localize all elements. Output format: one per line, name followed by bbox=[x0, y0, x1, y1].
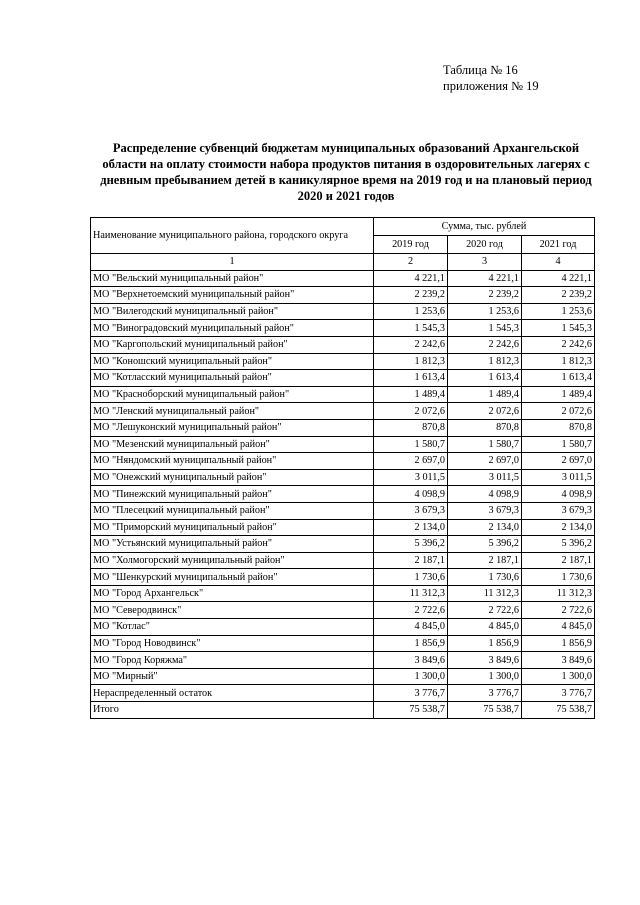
row-value-2021: 1 730,6 bbox=[522, 569, 595, 586]
row-name: МО "Северодвинск" bbox=[91, 602, 374, 619]
row-value-2020: 1 300,0 bbox=[448, 668, 522, 685]
row-name: МО "Приморский муниципальный район" bbox=[91, 519, 374, 536]
row-value-2021: 2 722,6 bbox=[522, 602, 595, 619]
table-caption bbox=[443, 62, 539, 94]
row-value-2019: 1 730,6 bbox=[374, 569, 448, 586]
row-value-2021: 3 849,6 bbox=[522, 652, 595, 669]
row-value-2020: 2 187,1 bbox=[448, 552, 522, 569]
total-2020: 75 538,7 bbox=[448, 702, 522, 719]
row-value-2021: 2 242,6 bbox=[522, 336, 595, 353]
row-value-2019: 2 239,2 bbox=[374, 287, 448, 304]
table-row bbox=[91, 336, 595, 353]
row-name: МО "Холмогорский муниципальный район" bbox=[91, 552, 374, 569]
row-value-2019: 5 396,2 bbox=[374, 536, 448, 553]
row-value-2019: 870,8 bbox=[374, 419, 448, 436]
row-value-2020: 3 849,6 bbox=[448, 652, 522, 669]
header-year-2021: 2021 год bbox=[522, 236, 595, 254]
row-value-2019: 11 312,3 bbox=[374, 585, 448, 602]
table-row bbox=[91, 436, 595, 453]
row-value-2021: 2 072,6 bbox=[522, 403, 595, 420]
row-name: МО "Котлас" bbox=[91, 619, 374, 636]
row-value-2019: 3 679,3 bbox=[374, 502, 448, 519]
row-value-2021: 2 134,0 bbox=[522, 519, 595, 536]
header-sum: Сумма, тыс. рублей bbox=[374, 218, 595, 236]
total-label: Итого bbox=[91, 702, 374, 719]
table-row bbox=[91, 619, 595, 636]
row-name: МО "Плесецкий муниципальный район" bbox=[91, 502, 374, 519]
table-row bbox=[91, 536, 595, 553]
table-row bbox=[91, 386, 595, 403]
table-row bbox=[91, 486, 595, 503]
table-row bbox=[91, 469, 595, 486]
row-value-2020: 2 242,6 bbox=[448, 336, 522, 353]
row-value-2019: 4 221,1 bbox=[374, 270, 448, 287]
table-row bbox=[91, 419, 595, 436]
row-value-2021: 1 489,4 bbox=[522, 386, 595, 403]
row-value-2020: 5 396,2 bbox=[448, 536, 522, 553]
row-value-2021: 11 312,3 bbox=[522, 585, 595, 602]
row-value-2021: 2 239,2 bbox=[522, 287, 595, 304]
row-name: МО "Устьянский муниципальный район" bbox=[91, 536, 374, 553]
row-value-2020: 1 253,6 bbox=[448, 303, 522, 320]
row-name: МО "Ленский муниципальный район" bbox=[91, 403, 374, 420]
row-value-2021: 1 545,3 bbox=[522, 320, 595, 337]
table-row bbox=[91, 303, 595, 320]
table-header-row bbox=[91, 218, 595, 236]
column-number: 2 bbox=[374, 254, 448, 271]
table-row bbox=[91, 287, 595, 304]
row-value-2019: 3 776,7 bbox=[374, 685, 448, 702]
row-name: МО "Город Новодвинск" bbox=[91, 635, 374, 652]
table-row bbox=[91, 635, 595, 652]
row-name: МО "Онежский муниципальный район" bbox=[91, 469, 374, 486]
row-name: МО "Коношский муниципальный район" bbox=[91, 353, 374, 370]
row-value-2020: 2 697,0 bbox=[448, 453, 522, 470]
row-value-2020: 1 613,4 bbox=[448, 370, 522, 387]
row-value-2019: 3 849,6 bbox=[374, 652, 448, 669]
table-row bbox=[91, 685, 595, 702]
row-value-2021: 1 580,7 bbox=[522, 436, 595, 453]
row-name: МО "Няндомский муниципальный район" bbox=[91, 453, 374, 470]
total-2021: 75 538,7 bbox=[522, 702, 595, 719]
row-name: МО "Лешуконский муниципальный район" bbox=[91, 419, 374, 436]
row-value-2021: 4 845,0 bbox=[522, 619, 595, 636]
row-value-2020: 4 098,9 bbox=[448, 486, 522, 503]
row-value-2021: 1 300,0 bbox=[522, 668, 595, 685]
row-value-2020: 1 812,3 bbox=[448, 353, 522, 370]
row-value-2021: 1 613,4 bbox=[522, 370, 595, 387]
row-name: МО "Вилегодский муниципальный район" bbox=[91, 303, 374, 320]
table-row bbox=[91, 353, 595, 370]
table-row bbox=[91, 652, 595, 669]
row-value-2020: 1 489,4 bbox=[448, 386, 522, 403]
row-value-2020: 3 011,5 bbox=[448, 469, 522, 486]
row-value-2020: 1 545,3 bbox=[448, 320, 522, 337]
row-value-2020: 4 221,1 bbox=[448, 270, 522, 287]
header-year-2020: 2020 год bbox=[448, 236, 522, 254]
row-name: МО "Виноградовский муниципальный район" bbox=[91, 320, 374, 337]
row-value-2019: 1 300,0 bbox=[374, 668, 448, 685]
row-name: МО "Мезенский муниципальный район" bbox=[91, 436, 374, 453]
table-row bbox=[91, 502, 595, 519]
table-row bbox=[91, 668, 595, 685]
subvention-table bbox=[90, 217, 595, 719]
row-name: МО "Вельский муниципальный район" bbox=[91, 270, 374, 287]
row-value-2020: 870,8 bbox=[448, 419, 522, 436]
row-value-2020: 1 730,6 bbox=[448, 569, 522, 586]
row-value-2020: 3 679,3 bbox=[448, 502, 522, 519]
row-value-2019: 1 545,3 bbox=[374, 320, 448, 337]
row-name: МО "Каргопольский муниципальный район" bbox=[91, 336, 374, 353]
table-row bbox=[91, 403, 595, 420]
row-value-2021: 2 697,0 bbox=[522, 453, 595, 470]
row-value-2021: 3 679,3 bbox=[522, 502, 595, 519]
row-name: Нераспределенный остаток bbox=[91, 685, 374, 702]
row-value-2020: 3 776,7 bbox=[448, 685, 522, 702]
row-value-2019: 2 697,0 bbox=[374, 453, 448, 470]
row-value-2019: 4 845,0 bbox=[374, 619, 448, 636]
row-value-2019: 2 134,0 bbox=[374, 519, 448, 536]
table-row bbox=[91, 370, 595, 387]
column-number: 4 bbox=[522, 254, 595, 271]
table-row bbox=[91, 270, 595, 287]
row-value-2019: 3 011,5 bbox=[374, 469, 448, 486]
row-value-2019: 1 580,7 bbox=[374, 436, 448, 453]
row-value-2019: 2 072,6 bbox=[374, 403, 448, 420]
row-value-2021: 5 396,2 bbox=[522, 536, 595, 553]
row-value-2020: 2 134,0 bbox=[448, 519, 522, 536]
table-row bbox=[91, 453, 595, 470]
table-row bbox=[91, 569, 595, 586]
row-value-2019: 1 812,3 bbox=[374, 353, 448, 370]
row-value-2019: 2 722,6 bbox=[374, 602, 448, 619]
row-value-2021: 3 011,5 bbox=[522, 469, 595, 486]
row-name: МО "Город Коряжма" bbox=[91, 652, 374, 669]
row-value-2020: 2 722,6 bbox=[448, 602, 522, 619]
header-name: Наименование муниципального района, городского округа bbox=[91, 218, 374, 254]
row-value-2020: 11 312,3 bbox=[448, 585, 522, 602]
row-value-2019: 1 856,9 bbox=[374, 635, 448, 652]
row-value-2020: 1 856,9 bbox=[448, 635, 522, 652]
table-row bbox=[91, 585, 595, 602]
total-2019: 75 538,7 bbox=[374, 702, 448, 719]
column-number-row bbox=[91, 254, 595, 271]
row-name: МО "Мирный" bbox=[91, 668, 374, 685]
table-row bbox=[91, 519, 595, 536]
row-value-2021: 1 856,9 bbox=[522, 635, 595, 652]
table-row bbox=[91, 320, 595, 337]
row-name: МО "Верхнетоемский муниципальный район" bbox=[91, 287, 374, 304]
row-value-2020: 2 072,6 bbox=[448, 403, 522, 420]
row-value-2021: 2 187,1 bbox=[522, 552, 595, 569]
total-row bbox=[91, 702, 595, 719]
row-value-2021: 4 221,1 bbox=[522, 270, 595, 287]
row-value-2021: 1 253,6 bbox=[522, 303, 595, 320]
row-name: МО "Шенкурский муниципальный район" bbox=[91, 569, 374, 586]
row-name: МО "Пинежский муниципальный район" bbox=[91, 486, 374, 503]
header-year-2019: 2019 год bbox=[374, 236, 448, 254]
row-value-2019: 1 489,4 bbox=[374, 386, 448, 403]
column-number: 1 bbox=[91, 254, 374, 271]
table-row bbox=[91, 552, 595, 569]
row-value-2019: 2 187,1 bbox=[374, 552, 448, 569]
row-value-2019: 1 613,4 bbox=[374, 370, 448, 387]
caption-table-number: Таблица № 16 bbox=[443, 63, 518, 77]
caption-appendix-number: приложения № 19 bbox=[443, 79, 539, 93]
row-value-2019: 1 253,6 bbox=[374, 303, 448, 320]
row-value-2020: 2 239,2 bbox=[448, 287, 522, 304]
row-value-2019: 4 098,9 bbox=[374, 486, 448, 503]
row-value-2020: 1 580,7 bbox=[448, 436, 522, 453]
row-value-2021: 1 812,3 bbox=[522, 353, 595, 370]
document-title: Распределение субвенций бюджетам муниципальных образований Архангельской области на оплату стоимости набора продуктов питания в оздоровительных лагерях с дневным пребыванием детей в каникулярное время на 2019 год и на плановый период 2020 и 2021 годов bbox=[100, 141, 592, 203]
column-number: 3 bbox=[448, 254, 522, 271]
row-value-2020: 4 845,0 bbox=[448, 619, 522, 636]
row-value-2021: 3 776,7 bbox=[522, 685, 595, 702]
row-value-2021: 870,8 bbox=[522, 419, 595, 436]
row-value-2019: 2 242,6 bbox=[374, 336, 448, 353]
row-name: МО "Город Архангельск" bbox=[91, 585, 374, 602]
table-row bbox=[91, 602, 595, 619]
row-value-2021: 4 098,9 bbox=[522, 486, 595, 503]
row-name: МО "Красноборский муниципальный район" bbox=[91, 386, 374, 403]
row-name: МО "Котласский муниципальный район" bbox=[91, 370, 374, 387]
